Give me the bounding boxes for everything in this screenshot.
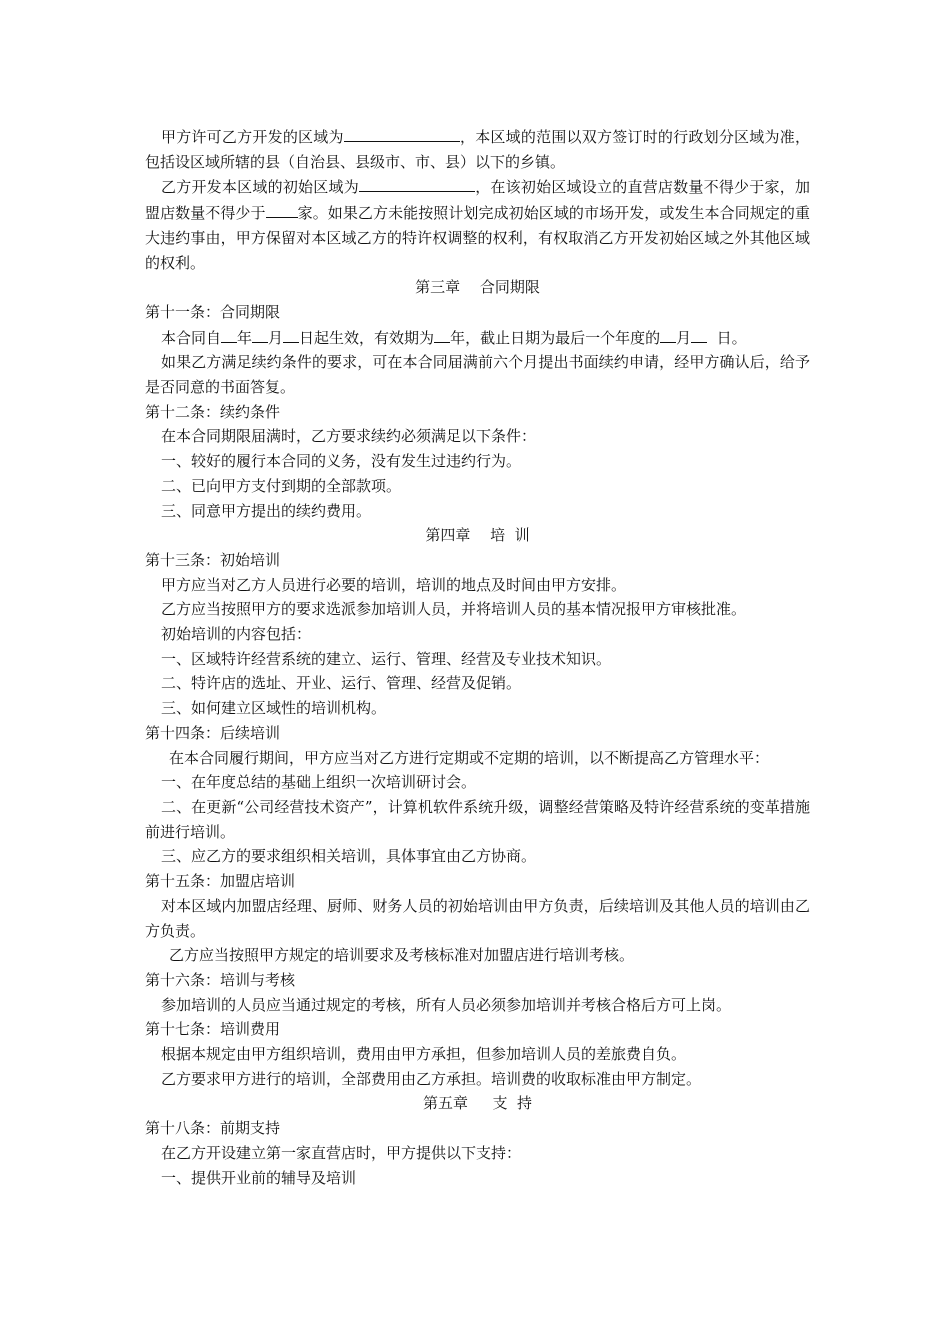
blank-field (221, 325, 237, 343)
paragraph: 乙方应当按照甲方规定的培训要求及考核标准对加盟店进行培训考核。 (169, 946, 635, 965)
text: 月 (676, 328, 692, 347)
paragraph: 乙方应当按照甲方的要求选派参加培训人员，并将培训人员的基本情况报甲方审核批准。 (161, 600, 747, 619)
paragraph: 如果乙方满足续约条件的要求，可在本合同届满前六个月提出书面续约申请，经甲方确认后，给予是否同意的书面答复。 (145, 353, 810, 397)
text: 年 (237, 328, 253, 347)
paragraph: 在本合同履行期间，甲方应当对乙方进行定期或不定期的培训，以不断提高乙方管理水平： (169, 748, 770, 767)
blank-field (344, 124, 460, 142)
paragraph: 参加培训的人员应当通过规定的考核，所有人员必须参加培训并考核合格后方可上岗。 (161, 995, 732, 1014)
text: 日。 (707, 328, 747, 347)
text: ，在该初始区域设立的直营店数量不得少于 (474, 178, 765, 197)
list-item: 三、如何建立区域性的培训机构。 (161, 699, 387, 718)
list-item: 三、应乙方的要求组织相关培训，具体事宜由乙方协商。 (161, 847, 537, 866)
text: 家，加盟店数量不得少于 (145, 178, 810, 223)
text: 日起生效，有效期为 (299, 328, 435, 347)
paragraph (145, 124, 810, 174)
blank-field (359, 174, 475, 192)
paragraph: 在本合同期限届满时，乙方要求续约必须满足以下条件： (161, 427, 537, 446)
blank-field (266, 200, 298, 218)
article-heading: 第十二条：续约条件 (145, 402, 281, 421)
article-heading: 第十一条：合同期限 (145, 302, 281, 321)
blank-field (434, 325, 450, 343)
paragraph (145, 174, 810, 275)
text: 乙方开发本区域的初始区域为 (161, 178, 359, 197)
text: 家。如果乙方未能按照计划完成初始区域的市场开发，或发生本合同规定的重大违约事由，甲方保留对本区域乙方的特许权调整的权利，有权取消乙方开发初始区域之外其他区域的权利。 (145, 204, 810, 272)
blank-field (691, 325, 707, 343)
paragraph: 在乙方开设建立第一家直营店时，甲方提供以下支持： (161, 1143, 522, 1162)
text: 年，截止日期为最后一个年度的 (450, 328, 661, 347)
list-item: 一、较好的履行本合同的义务，没有发生过违约行为。 (161, 452, 522, 471)
text: 甲方许可乙方开发的区域为 (161, 128, 344, 146)
text: ，本区域的范围以双方签订时的行政划分区域为准，包括设区域所辖的县（自治县、县级市、市、县）以下的乡镇。 (145, 128, 810, 171)
list-item: 二、已向甲方支付到期的全部款项。 (161, 476, 402, 495)
list-item: 一、区域特许经营系统的建立、运行、管理、经营及专业技术知识。 (161, 649, 612, 668)
article-heading: 第十三条：初始培训 (145, 550, 281, 569)
list-item: 二、特许店的选址、开业、运行、管理、经营及促销。 (161, 674, 522, 693)
blank-field (283, 325, 299, 343)
blank-field (660, 325, 676, 343)
paragraph: 根据本规定由甲方组织培训，费用由甲方承担，但参加培训人员的差旅费自负。 (161, 1045, 687, 1064)
paragraph: 初始培训的内容包括： (161, 625, 312, 644)
article-heading: 第十五条：加盟店培训 (145, 872, 296, 891)
article-heading: 第十四条：后续培训 (145, 723, 281, 742)
paragraph: 甲方应当对乙方人员进行必要的培训，培训的地点及时间由甲方安排。 (161, 575, 627, 594)
article-heading: 第十七条：培训费用 (145, 1020, 281, 1039)
paragraph: 乙方要求甲方进行的培训，全部费用由乙方承担。培训费的收取标准由甲方制定。 (161, 1069, 702, 1088)
document-page (145, 124, 810, 1190)
text: 月 (268, 328, 284, 347)
list-item: 二、在更新“公司经营技术资产”，计算机软件系统升级，调整经营策略及特许经营系统的变革措施前进行培训。 (145, 797, 810, 841)
article-heading: 第十六条：培训与考核 (145, 970, 296, 989)
paragraph: 对本区域内加盟店经理、厨师、财务人员的初始培训由甲方负责，后续培训及其他人员的培训由乙方负责。 (145, 896, 810, 940)
list-item: 三、同意甲方提出的续约费用。 (161, 501, 372, 520)
chapter-heading: 第四章 培 训 (425, 526, 530, 545)
article-heading: 第十八条：前期支持 (145, 1119, 281, 1138)
paragraph (145, 325, 810, 351)
list-item: 一、在年度总结的基础上组织一次培训研讨会。 (161, 773, 477, 792)
blank-field (252, 325, 268, 343)
chapter-heading: 第三章 合同期限 (415, 278, 540, 297)
list-item: 一、提供开业前的辅导及培训 (161, 1168, 357, 1187)
chapter-heading: 第五章 支 持 (422, 1094, 533, 1113)
text: 本合同自 (161, 328, 222, 347)
